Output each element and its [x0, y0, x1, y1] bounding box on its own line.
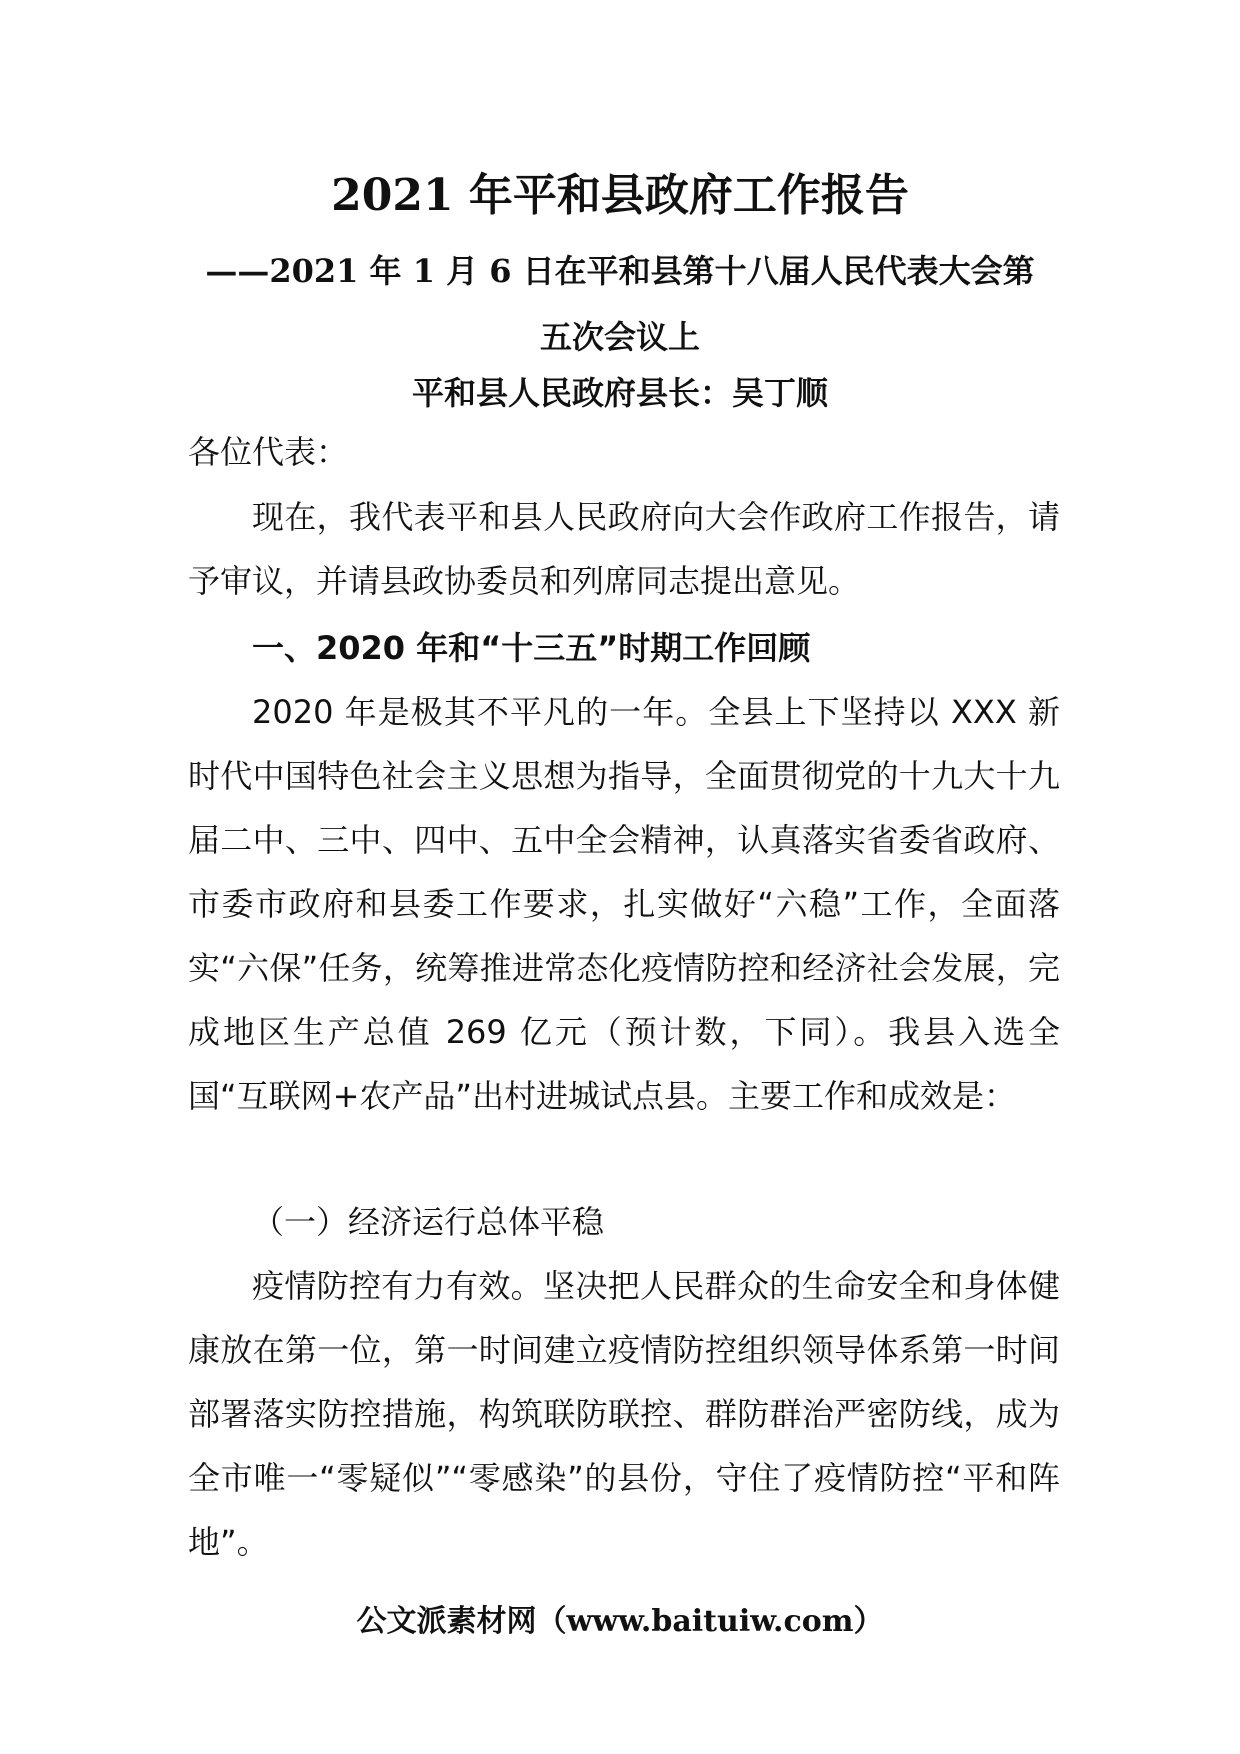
- paragraph-opening: 现在，我代表平和县人民政府向大会作政府工作报告，请予审议，并请县政协委员和列席同志提出意见。: [188, 498, 1060, 600]
- footer-watermark: 公文派素材网（www.baituiw.com）: [356, 1604, 884, 1639]
- paragraph-review: 2020 年是极其不平凡的一年。全县上下坚持以 XXX 新时代中国特色社会主义思想为指导，全面贯彻党的十九大十九届二中、三中、四中、五中全会精神，认真落实省委省政府、市委市政府和县委工作要求，扎实做好“六稳”工作，全面落实“六保”任务，统筹推进常态化疫情防控和经济社会发展，完成地区生产总值 269 亿元（预计数，下同）。我县入选全国“互联网+农产品”出村进城试点县。主要工作和成效是：: [188, 693, 1060, 1115]
- document-author: 平和县人民政府县长：吴丁顺: [411, 374, 828, 412]
- document-title: 2021 年平和县政府工作报告: [331, 170, 909, 221]
- salutation: 各位代表：: [188, 433, 349, 471]
- subsection-heading: （一）经济运行总体平稳: [252, 1203, 605, 1241]
- section-heading: 一、2020 年和“十三五”时期工作回顾: [252, 629, 811, 667]
- document-subtitle: ——2021 年 1 月 6 日在平和县第十八届人民代表大会第五次会议上: [205, 252, 1035, 356]
- paragraph-epidemic: 疫情防控有力有效。坚决把人民群众的生命安全和身体健康放在第一位，第一时间建立疫情防控组织领导体系第一时间部署落实防控措施，构筑联防联控、群防群治严密防线，成为全市唯一“零疑似”“零感染”的县份，守住了疫情防控“平和阵地”。: [188, 1267, 1060, 1561]
